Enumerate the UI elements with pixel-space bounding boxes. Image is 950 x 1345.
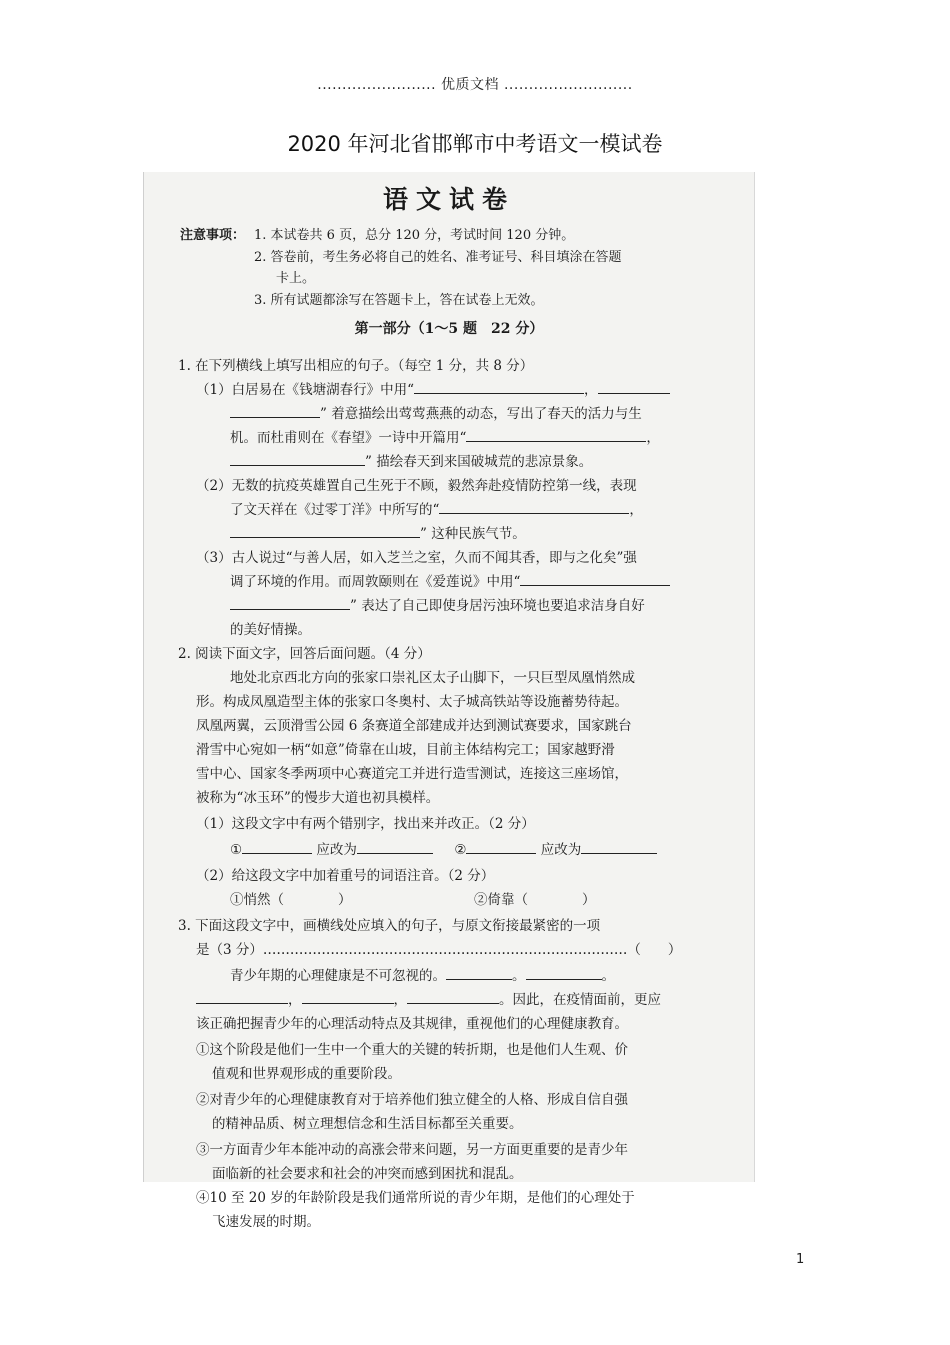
typo-correction-line	[230, 838, 657, 858]
answer-blank	[230, 597, 350, 610]
question-1-line	[230, 570, 670, 590]
answer-blank	[414, 381, 584, 394]
option-line: 值观和世界观形成的重要阶段。	[212, 1066, 401, 1082]
question-text: 机。而杜甫则在《春望》一诗中开篇用“	[230, 430, 467, 446]
option-line: ②对青少年的心理健康教育对于培养他们独立健全的人格、形成自信自强	[196, 1092, 628, 1108]
answer-blank	[407, 991, 499, 1004]
question-text: 青少年期的心理健康是不可忽视的。	[230, 968, 446, 984]
answer-blank	[526, 967, 602, 980]
question-1-stem: 1. 在下列横线上填写出相应的句子。（每空 1 分，共 8 分）	[178, 358, 534, 374]
notice-item: 卡上。	[276, 271, 316, 286]
answer-blank	[230, 405, 320, 418]
passage-line: 雪中心、国家冬季两项中心赛道完工并进行造雪测试，连接这三座场馆，	[196, 766, 628, 782]
pinyin-item: ②倚靠（ ）	[474, 892, 596, 908]
answer-blank	[446, 967, 512, 980]
item-marker: ②	[454, 842, 467, 858]
passage-line: 凤凰两翼，云顶滑雪公园 6 条赛道全部建成并达到测试赛要求，国家跳台	[196, 718, 632, 734]
question-text: ” 描绘春天到来国破城荒的悲凉景象。	[365, 454, 593, 470]
question-1-line: 了文天祥在《过零丁洋》中所写的“ ，	[230, 502, 643, 518]
question-2-sub1: （1）这段文字中有两个错别字，找出来并改正。（2 分）	[196, 816, 535, 832]
scanned-exam-page	[143, 172, 755, 1230]
option-line: ③一方面青少年本能冲动的高涨会带来问题，另一方面更重要的是青少年	[196, 1142, 628, 1158]
question-1-line	[230, 450, 592, 470]
option-line: 飞速发展的时期。	[212, 1214, 320, 1230]
answer-blank	[196, 991, 288, 1004]
question-text: 。因此，在疫情面前，更应	[499, 992, 661, 1008]
question-3-stem: 3. 下面这段文字中，画横线处应填入的句子，与原文衔接最紧密的一项	[178, 918, 601, 934]
notice-label: 注意事项：	[180, 228, 246, 243]
answer-blank	[439, 501, 629, 514]
answer-blank	[242, 841, 312, 854]
question-text: 了文天祥在《过零丁洋》中所写的“	[230, 502, 440, 518]
document-title: 2020 年河北省邯郸市中考语文一模试卷	[287, 132, 663, 156]
question-text: ” 这种民族气节。	[420, 526, 526, 542]
question-1-line: （3）古人说过“与善人居，如入芝兰之室，久而不闻其香，即与之化矣”强	[196, 550, 637, 566]
notice-item: 3. 所有试题都涂写在答题卡上，答在试卷上无效。	[254, 293, 544, 308]
notice-item: 2. 答卷前，考生务必将自己的姓名、准考证号、科目填涂在答题	[254, 250, 622, 265]
question-1-line: 的美好情操。	[230, 622, 311, 638]
answer-blank	[466, 841, 536, 854]
question-1-line: （1）白居易在《钱塘湖春行》中用“ ，	[196, 378, 670, 398]
question-1-line: （2）无数的抗疫英雄置自己生死于不顾，毅然奔赴疫情防控第一线，表现	[196, 478, 637, 494]
question-2-sub2: （2）给这段文字中加着重号的词语注音。（2 分）	[196, 868, 495, 884]
exam-title: 语文试卷	[382, 185, 515, 214]
question-1-line	[230, 522, 526, 542]
option-line: 的精神品质、树立理想信念和生活目标都至关重要。	[212, 1116, 523, 1132]
change-label: 应改为	[316, 842, 357, 858]
answer-blank	[230, 453, 365, 466]
question-1-line: 机。而杜甫则在《春望》一诗中开篇用“ ，	[230, 430, 660, 446]
question-text: （1）白居易在《钱塘湖春行》中用“	[196, 382, 414, 398]
question-text: ” 表达了自己即使身居污浊环境也要追求洁身自好	[350, 598, 645, 614]
passage-line: 滑雪中心宛如一柄“如意”倚靠在山坡，目前主体结构完工；国家越野滑	[196, 742, 615, 758]
option-line: 面临新的社会要求和社会的冲突而感到困扰和混乱。	[212, 1166, 523, 1182]
passage-line: 形。构成凤凰造型主体的张家口冬奥村、太子城高铁站等设施蓄势待起。	[196, 694, 628, 710]
option-line: ④10 至 20 岁的年龄阶段是我们通常所说的青少年期，是他们的心理处于	[196, 1190, 635, 1206]
item-marker: ①	[230, 842, 243, 858]
notice-item: 1. 本试卷共 6 页，总分 120 分，考试时间 120 分钟。	[254, 228, 575, 243]
question-3-text: 青少年期的心理健康是不可忽视的。 。 。	[230, 968, 615, 984]
answer-blank	[302, 991, 394, 1004]
question-3-text: 该正确把握青少年的心理活动特点及其规律，重视他们的心理健康教育。	[196, 1016, 628, 1032]
question-2-stem: 2. 阅读下面文字，回答后面问题。（4 分）	[178, 646, 431, 662]
change-label: 应改为	[540, 842, 582, 858]
answer-blank	[520, 573, 670, 586]
question-1-line	[230, 594, 645, 614]
answer-blank	[230, 525, 420, 538]
answer-blank	[598, 381, 670, 394]
question-3-text: ， ， 。因此，在疫情面前，更应	[196, 988, 661, 1008]
passage-line: 被称为“冰玉环”的慢步大道也初具模样。	[196, 790, 440, 806]
answer-blank	[581, 841, 657, 854]
passage-line: 地处北京西北方向的张家口崇礼区太子山脚下，一只巨型凤凰悄然成	[230, 670, 635, 686]
question-text: 调了环境的作用。而周敦颐则在《爱莲说》中用“	[230, 574, 521, 590]
part-heading: 第一部分（1～5 题 22 分）	[354, 321, 544, 337]
pinyin-item: ①悄然（ ）	[230, 892, 352, 908]
answer-blank	[466, 429, 646, 442]
question-3-stem: 是（3 分）………………………………………………………………………（ ）	[196, 942, 682, 958]
page-header: ........................ 优质文档 ..........................	[317, 77, 633, 93]
question-1-line	[230, 402, 642, 422]
option-line: ①这个阶段是他们一生中一个重大的关键的转折期，也是他们人生观、价	[196, 1042, 628, 1058]
page-number: 1	[796, 1252, 805, 1267]
question-text: ” 着意描绘出莺莺燕燕的动态，写出了春天的活力与生	[320, 406, 642, 422]
answer-blank	[357, 841, 433, 854]
